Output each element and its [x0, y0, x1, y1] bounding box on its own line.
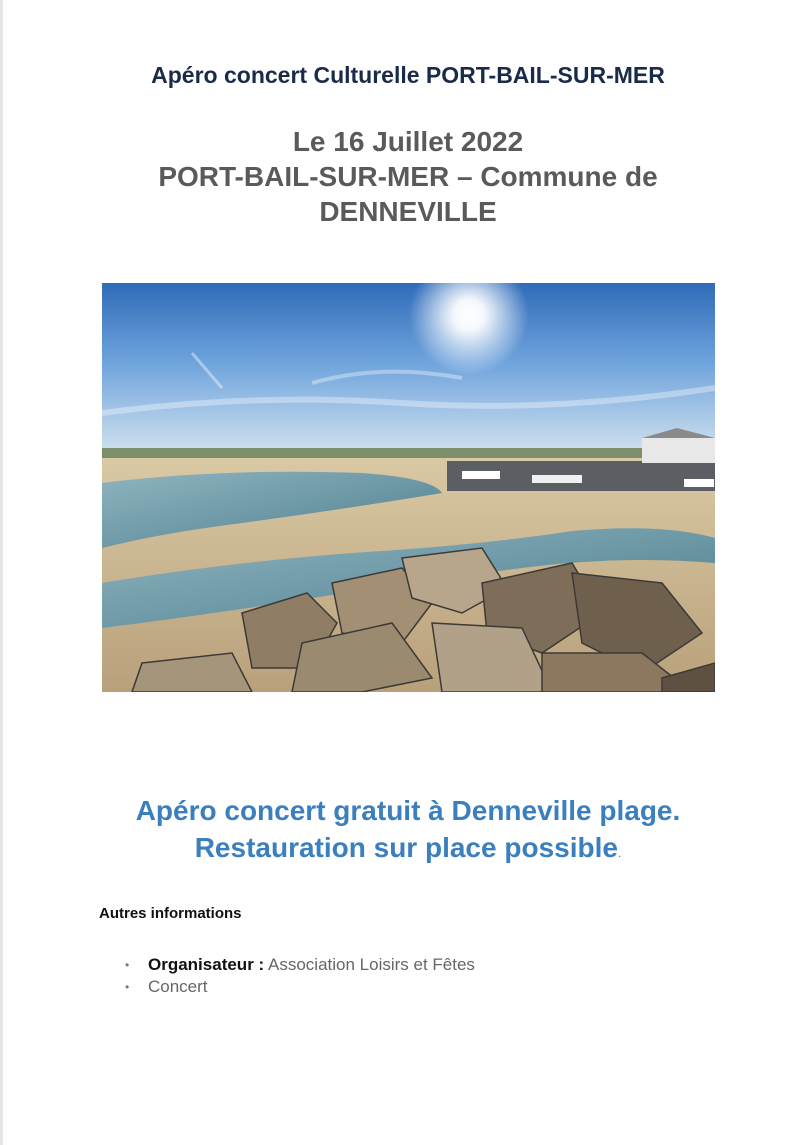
event-location-line-2: DENNEVILLE — [319, 196, 497, 227]
tagline-trailing-period: . — [617, 846, 622, 860]
section-title-other-info: Autres informations — [99, 905, 242, 922]
bullet-icon: • — [125, 958, 130, 972]
list-item-organizer — [125, 954, 475, 976]
organizer-label: Organisateur : — [148, 955, 265, 974]
list-item-type — [125, 976, 475, 998]
document-title: Apéro concert Culturelle PORT-BAIL-SUR-MER — [151, 62, 665, 88]
event-date: Le 16 Juillet 2022 — [292, 126, 524, 157]
event-tagline — [0, 792, 800, 872]
info-list — [125, 954, 475, 998]
tagline-line-2-text: Restauration sur place possible — [194, 832, 618, 863]
tagline-line-2 — [0, 829, 800, 872]
organizer-value: Association Loisirs et Fêtes — [268, 955, 475, 974]
tagline-line-1: Apéro concert gratuit à Denneville plage. — [135, 795, 681, 826]
event-type-value: Concert — [148, 977, 208, 996]
bullet-icon: • — [125, 980, 130, 994]
event-location-line-1: PORT-BAIL-SUR-MER – Commune de — [158, 161, 658, 192]
event-date-location — [0, 124, 800, 229]
hero-photo-beach — [102, 283, 715, 692]
